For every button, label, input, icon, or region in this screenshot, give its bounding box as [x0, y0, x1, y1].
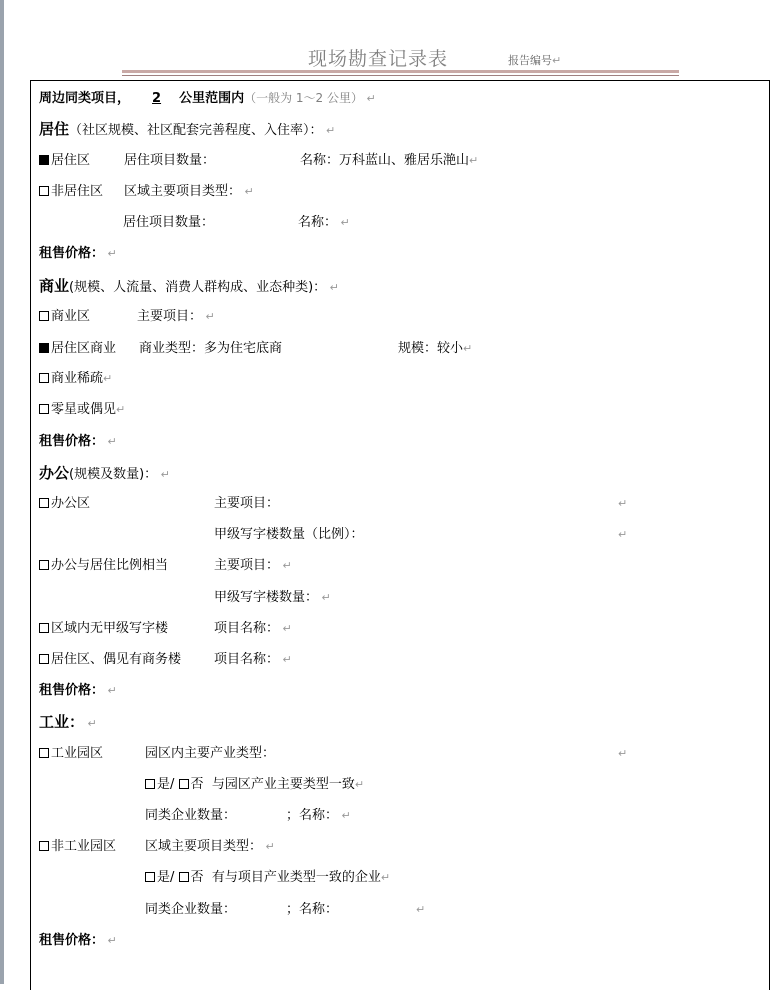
park-industry-type-label: 园区内主要产业类型： — [145, 746, 276, 761]
commercial-heading: 商业(规模、人流量、消费人群构成、业态种类)： ↵ — [39, 277, 339, 295]
non-park-same-count-label: 同类企业数量： — [145, 902, 237, 917]
office-gradeA-count-label: 甲级写字楼数量： ↵ — [214, 590, 331, 605]
paragraph-mark: ↵ — [618, 497, 628, 510]
region-main-type-label: 区域主要项目类型： ↵ — [145, 839, 275, 854]
residential-commercial-option[interactable]: 居住区商业 — [39, 341, 116, 357]
paragraph-mark: ↵ — [618, 747, 628, 760]
checkbox-checked-icon[interactable] — [39, 155, 49, 165]
office-main-projects-label: 主要项目： — [214, 496, 280, 511]
residential-heading: 居住（社区规模、社区配套完善程度、入住率）： ↵ — [39, 120, 336, 138]
non-residential-zone-option[interactable]: 非居住区 — [39, 184, 103, 200]
paragraph-mark: ↵ — [416, 903, 426, 916]
commercial-type: 商业类型：多为住宅底商 — [139, 341, 283, 356]
industrial-heading: 工业： ↵ — [39, 713, 97, 731]
office-price-label: 租售价格： ↵ — [39, 683, 117, 698]
checkbox-checked-icon[interactable] — [39, 343, 49, 353]
checkbox-icon[interactable] — [179, 779, 189, 789]
checkbox-icon[interactable] — [39, 498, 49, 508]
checkbox-icon[interactable] — [39, 748, 49, 758]
checkbox-icon[interactable] — [39, 373, 49, 383]
park-consistency-choice[interactable]: 是/ 否 与园区产业主要类型一致↵ — [145, 777, 364, 793]
intro-line: 周边同类项目， 2 公里范围内（一般为 1～2 公里） ↵ — [39, 91, 376, 106]
checkbox-icon[interactable] — [179, 872, 189, 882]
office-zone-option[interactable]: 办公区 — [39, 496, 90, 512]
header-rule — [122, 70, 679, 73]
checkbox-icon[interactable] — [39, 623, 49, 633]
park-name-label: ；名称： ↵ — [286, 808, 351, 823]
office-gradeA-ratio-label: 甲级写字楼数量（比例）： — [214, 527, 364, 542]
office-residential-equal-option[interactable]: 办公与居住比例相当 — [39, 558, 168, 574]
checkbox-icon[interactable] — [39, 560, 49, 570]
checkbox-icon[interactable] — [145, 779, 155, 789]
office-main-projects-label-2: 主要项目： ↵ — [214, 558, 292, 573]
residential-name-label-2: 名称： ↵ — [298, 215, 350, 230]
checkbox-icon[interactable] — [39, 654, 49, 664]
no-gradeA-office-option[interactable]: 区域内无甲级写字楼 — [39, 621, 168, 637]
residential-zone-option[interactable]: 居住区 — [39, 153, 90, 169]
non-park-name-label: ；名称： — [286, 902, 339, 917]
non-park-consistency-choice[interactable]: 是/ 否 有与项目产业类型一致的企业↵ — [145, 870, 390, 886]
header-rule-thin — [122, 75, 679, 76]
commercial-scale: 规模：较小↵ — [398, 341, 473, 356]
non-industrial-park-option[interactable]: 非工业园区 — [39, 839, 116, 855]
checkbox-icon[interactable] — [39, 311, 49, 321]
checkbox-icon[interactable] — [39, 841, 49, 851]
commercial-price-label: 租售价格： ↵ — [39, 434, 117, 449]
office-project-name-label: 项目名称： ↵ — [214, 621, 292, 636]
distance-value[interactable]: 2 — [152, 91, 162, 106]
industrial-price-label: 租售价格： ↵ — [39, 933, 117, 948]
commercial-main-projects-label: 主要项目： ↵ — [137, 309, 215, 324]
residential-names: 名称：万科蓝山、雅居乐滟山↵ — [300, 153, 479, 168]
residential-main-type-label: 区域主要项目类型： ↵ — [124, 184, 254, 199]
report-number-label: 报告编号↵ — [508, 54, 562, 67]
checkbox-icon[interactable] — [145, 872, 155, 882]
checkbox-icon[interactable] — [39, 186, 49, 196]
industrial-park-option[interactable]: 工业园区 — [39, 746, 103, 762]
office-heading: 办公(规模及数量)： ↵ — [39, 464, 170, 482]
residential-occasional-office-option[interactable]: 居住区、偶见有商务楼 — [39, 652, 181, 668]
commercial-zone-option[interactable]: 商业区 — [39, 309, 90, 325]
paragraph-mark: ↵ — [618, 528, 628, 541]
sparse-commercial-option[interactable]: 商业稀疏↵ — [39, 371, 112, 387]
page-title: 现场勘查记录表 — [308, 48, 449, 70]
occasional-commercial-option[interactable]: 零星或偶见↵ — [39, 402, 125, 418]
residential-count-label-2: 居住项目数量： — [123, 215, 215, 230]
residential-count-label: 居住项目数量： — [124, 153, 216, 168]
residential-price-label: 租售价格： ↵ — [39, 246, 117, 261]
park-same-count-label: 同类企业数量： — [145, 808, 237, 823]
checkbox-icon[interactable] — [39, 404, 49, 414]
page-left-edge — [0, 0, 4, 984]
office-project-name-label-2: 项目名称： ↵ — [214, 652, 292, 667]
